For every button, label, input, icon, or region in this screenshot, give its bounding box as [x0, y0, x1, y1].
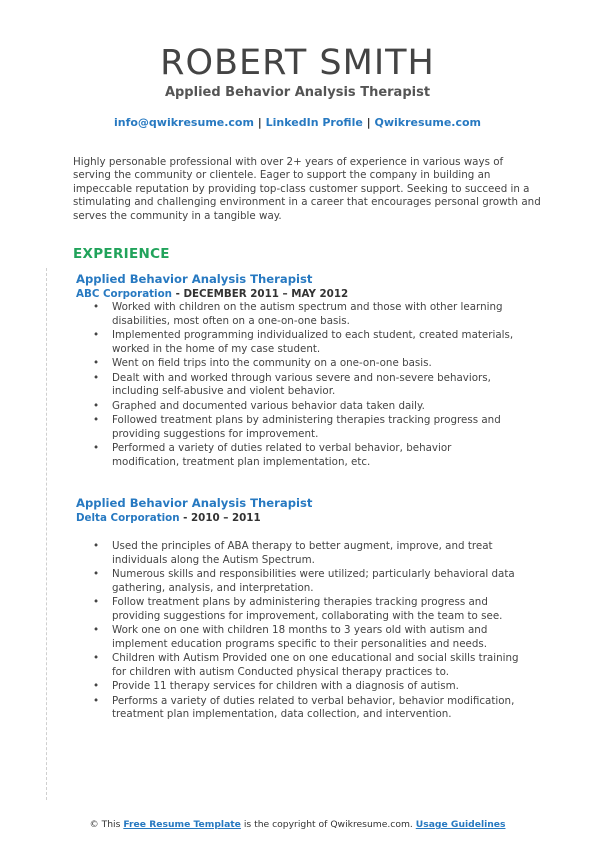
- bullet-item: • Numerous skills and responsibilities were utilized; particularly behavioral data gathering, analysis, and interpretation.: [76, 568, 521, 595]
- contact-line: [0, 116, 595, 129]
- bullet-item: • Follow treatment plans by administering therapies tracking progress and providing suggestions for improvement, collaborating with the team to see.: [76, 596, 521, 623]
- bullet-item: • Worked with children on the autism spectrum and those with other learning disabilities, most often on a one-on-one basis.: [76, 301, 521, 328]
- contact-separator: |: [362, 116, 375, 129]
- experience-heading: EXPERIENCE: [73, 246, 170, 262]
- bullet-item: • Provide 11 therapy services for children with a diagnosis of autism.: [76, 680, 521, 694]
- bullet-item: • Children with Autism Provided one on one educational and social skills training for children with autism Conducted physical therapy practices to.: [76, 652, 521, 679]
- job-company: Delta Corporation: [76, 512, 180, 524]
- section-divider: [46, 268, 47, 800]
- bullet-item: • Followed treatment plans by administering therapies tracking progress and providing suggestions for improvement.: [76, 414, 521, 441]
- copyright-footer: [0, 819, 595, 830]
- bullet-item: • Used the principles of ABA therapy to better augment, improve, and treat individuals along the Autism Spectrum.: [76, 540, 521, 567]
- candidate-name: ROBERT SMITH: [160, 43, 435, 83]
- email-link[interactable]: info@qwikresume.com: [113, 116, 254, 129]
- job-title: Applied Behavior Analysis Therapist: [76, 272, 313, 286]
- job-entry: [76, 272, 521, 470]
- bullet-item: • Performed a variety of duties related to verbal behavior, behavior modification, treatment plan implementation, etc.: [76, 442, 521, 469]
- linkedin-link[interactable]: LinkedIn Profile: [265, 116, 363, 129]
- usage-guidelines-link[interactable]: Usage Guidelines: [415, 819, 506, 830]
- bullet-item: • Work one on one with children 18 months to 3 years old with autism and implement education programs specific to their personalities and needs.: [76, 624, 521, 651]
- bullet-item: • Implemented programming individualized to each student, created materials, worked in the home of my case student.: [76, 329, 521, 356]
- footer-prefix: © This: [89, 819, 124, 830]
- bullet-item: • Went on field trips into the community on a one-on-one basis.: [76, 357, 521, 371]
- job-bullets: [76, 540, 521, 722]
- job-bullets: [76, 301, 521, 469]
- job-company-line: [76, 287, 521, 301]
- job-title: Applied Behavior Analysis Therapist: [76, 496, 313, 510]
- footer-middle: is the copyright of Qwikresume.com.: [240, 819, 416, 830]
- job-dates: - 2010 – 2011: [179, 512, 261, 524]
- job-entry: [76, 496, 521, 723]
- candidate-title: Applied Behavior Analysis Therapist: [164, 85, 431, 100]
- job-dates: - DECEMBER 2011 – MAY 2012: [172, 288, 349, 300]
- bullet-item: • Graphed and documented various behavior data taken daily.: [76, 400, 521, 414]
- bullet-item: • Dealt with and worked through various severe and non-severe behaviors, including self-abusive and violent behavior.: [76, 372, 521, 399]
- job-company: ABC Corporation: [76, 288, 172, 300]
- job-company-line: [76, 511, 521, 525]
- bullet-item: • Performs a variety of duties related to verbal behavior, behavior modification, treatment plan implementation, data collection, and intervention.: [76, 695, 521, 722]
- free-template-link[interactable]: Free Resume Template: [123, 819, 241, 830]
- contact-separator: |: [253, 116, 266, 129]
- summary-paragraph: Highly personable professional with over 2+ years of experience in various ways of serving the community or clientele. Eager to support the company in building an impeccable reputation by providing top-class customer support. Seeking to succeed in a stimulating and challenging environment in a career that encourages personal growth and serves the community in a tangible way.: [73, 156, 541, 222]
- website-link[interactable]: Qwikresume.com: [374, 116, 482, 129]
